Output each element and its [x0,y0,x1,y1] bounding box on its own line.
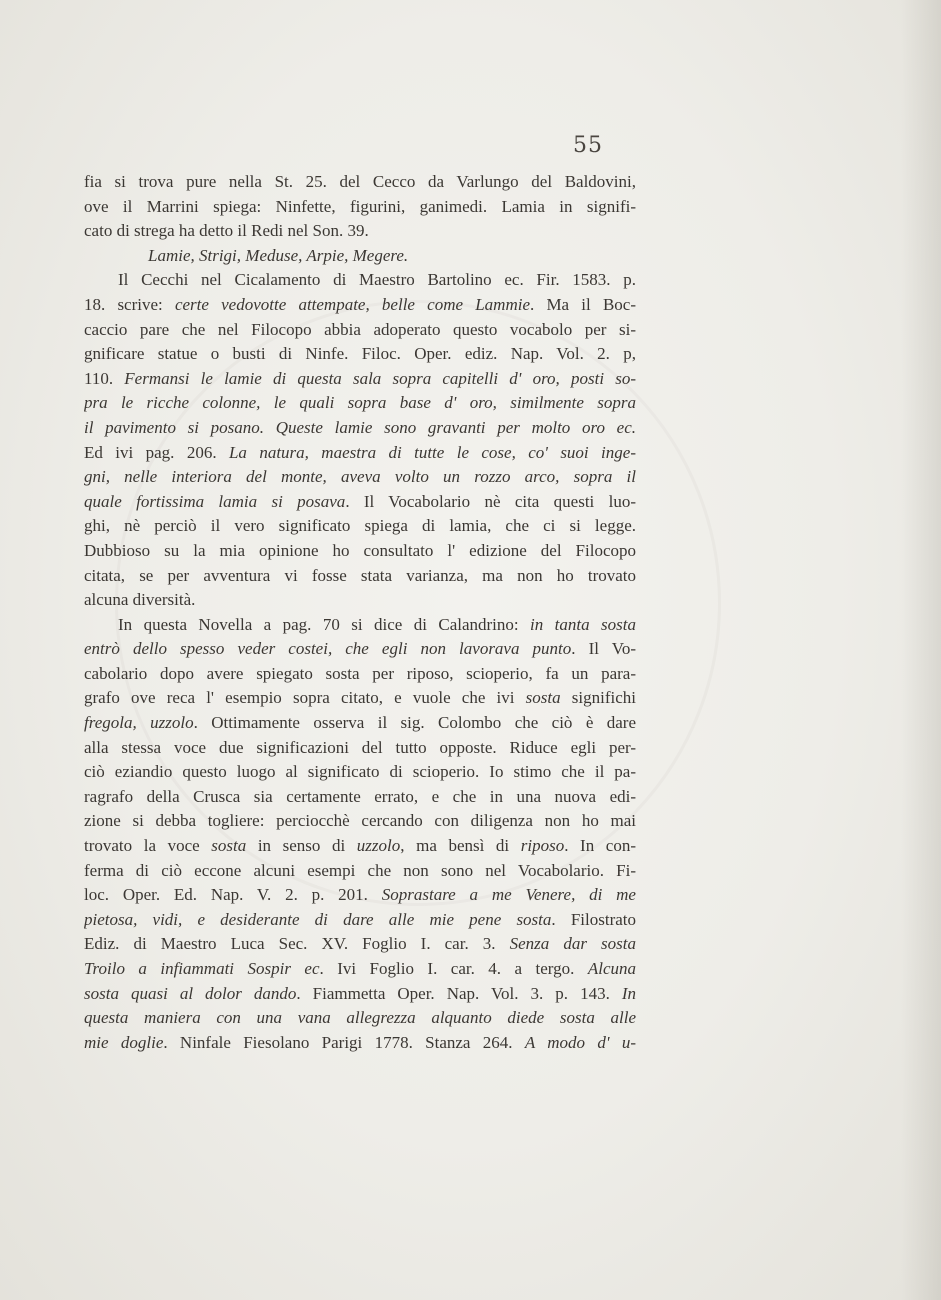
text-line [84,465,636,490]
text-run: grafo ove reca l' esempio sopra citato, e vuole che ivi [84,688,526,708]
italic-quote: il pavimento si posano. Queste lamie sono gravanti per molto oro ec. [84,417,636,437]
text-run: . Ninfale Fiesolano Parigi 1778. Stanza 264. [163,1032,525,1052]
text-line [84,391,636,416]
text-line [84,637,636,662]
italic-quote: La natura, maestra di tutte le cose, co' suoi inge- [228,442,636,462]
text-line [84,490,636,515]
text-line [84,195,636,220]
text-line [84,588,636,613]
italic-quote: Alcuna [587,959,636,978]
italic-quote: A modo d' u- [524,1032,636,1052]
italic-quote: pra le ricche colonne, le quali sopra base d' oro, similmente sopra [84,393,636,413]
text-line [84,318,636,343]
text-run: Ediz. di Maestro Luca Sec. XV. Foglio I. car. 3. [84,934,510,954]
text-run: 110. [84,368,125,388]
text-run: . Il Vocabolario nè cita questi luo- [345,491,636,511]
text-line [84,957,636,982]
text-run: Dubbioso su la mia opinione ho consultato l' edizione del Filocopo [84,540,636,560]
text-run: ove il Marrini spiega: Ninfette, figurini, ganimedi. Lamia in signifi- [84,196,636,216]
text-line [84,1006,636,1031]
text-run: . In con- [564,836,636,856]
italic-quote: Lamie, Strigi, Meduse, Arpie, Megere. [148,245,409,265]
italic-quote: fregola, uzzolo [84,713,194,733]
text-run: fia si trova pure nella St. 25. del Cecco da Varlungo del Baldovini, [84,172,636,191]
italic-quote: sosta [525,688,561,708]
italic-quote: Soprastare a me Venere, di me [381,885,636,905]
italic-quote: sosta [211,836,247,856]
text-run: loc. Oper. Ed. Nap. V. 2. p. 201. [84,885,382,905]
text-line [84,686,636,711]
text-line [84,809,636,834]
text-line [84,539,636,564]
text-line [84,244,636,269]
page-number: 55 [573,133,603,158]
italic-quote: quale fortissima lamia si posava [84,491,346,511]
text-line [84,564,636,589]
text-run: , ma bensì di [400,836,521,856]
text-run: caccio pare che nel Filocopo abbia adoperato questo vocabolo per si- [84,319,636,339]
text-run: significhi [560,688,636,708]
text-run: trovato la voce [84,836,212,856]
italic-quote: in tanta sosta [530,614,636,634]
text-line [84,834,636,859]
text-line [84,908,636,933]
text-line [84,662,636,687]
text-run: ciò eziandio questo luogo al significato di scioperio. Io stimo che il pa- [84,762,636,782]
page-edge-shadow [901,0,941,1300]
italic-quote: In [621,983,636,1003]
text-line [84,932,636,957]
italic-quote: certe vedovotte attempate, belle come Lammie [174,294,530,314]
text-run: Il Cecchi nel Cicalamento di Maestro Bartolino ec. Fir. 1583. p. [118,270,636,290]
text-run: . Ottimamente osserva il sig. Colombo che ciò è dare [193,713,636,733]
italic-quote: Senza dar sosta [509,934,636,954]
text-run: alcuna diversità. [84,590,196,610]
text-line [84,760,636,785]
text-run: ferma di ciò eccone alcuni esempi che non sono nel Vocabolario. Fi- [84,860,636,880]
text-run: In questa Novella a pag. 70 si dice di Calandrino: [118,614,531,634]
italic-quote: Fermansi le lamie di questa sala sopra capitelli d' oro, posti so- [124,368,636,388]
text-line [84,883,636,908]
italic-quote: gni, nelle interiora del monte, aveva volto un rozzo arco, sopra il [84,467,636,487]
text-line [84,342,636,367]
body-text [84,170,636,1055]
text-line [84,736,636,761]
italic-quote: riposo [520,836,565,856]
italic-quote: uzzolo [356,836,401,856]
text-line [84,514,636,539]
text-line [84,219,636,244]
italic-quote: Troilo a infiammati Sospir ec [84,959,320,978]
text-run: . Ivi Foglio I. car. 4. a tergo. [319,959,588,978]
text-run: in senso di [246,836,357,856]
text-run: citata, se per avventura vi fosse stata varianza, ma non ho trovato [84,565,636,585]
text-run: alla stessa voce due significazioni del tutto opposte. Riduce egli per- [84,737,636,757]
italic-quote: mie doglie [84,1032,164,1052]
text-line [84,441,636,466]
text-run: . Il Vo- [571,639,636,659]
text-line [84,859,636,884]
text-run: cato di strega ha detto il Redi nel Son. 39. [84,221,369,241]
text-run: . Filostrato [551,909,636,929]
italic-quote: pietosa, vidi, e desiderante di dare alle mie pene sosta [84,909,552,929]
text-line [84,1031,636,1056]
text-run: 18. scrive: [84,294,175,314]
text-line [84,416,636,441]
text-run: zione si debba togliere: perciocchè cercando con diligenza non ho mai [84,811,636,831]
text-line [84,785,636,810]
text-line [84,982,636,1007]
italic-quote: sosta quasi al dolor dando [84,983,297,1003]
text-line [84,170,636,195]
text-run: ghi, nè perciò il vero significato spiega di lamia, che ci si legge. [84,516,636,536]
text-run: Ed ivi pag. 206. [84,442,229,462]
text-run: ragrafo della Crusca sia certamente errato, e che in una nuova edi- [84,786,636,806]
text-line [84,367,636,392]
text-line [84,268,636,293]
text-run: cabolario dopo avere spiegato sosta per riposo, scioperio, fa un para- [84,663,636,683]
text-line [84,711,636,736]
text-run: . Fiammetta Oper. Nap. Vol. 3. p. 143. [296,983,622,1003]
text-run: gnificare statue o busti di Ninfe. Filoc. Oper. ediz. Nap. Vol. 2. p, [84,344,636,364]
text-line [84,293,636,318]
italic-quote: entrò dello spesso veder costei, che egli non lavorava punto [84,639,572,659]
italic-quote: questa maniera con una vana allegrezza alquanto diede sosta alle [84,1008,636,1028]
text-line [84,613,636,638]
text-run: . Ma il Boc- [530,294,636,314]
